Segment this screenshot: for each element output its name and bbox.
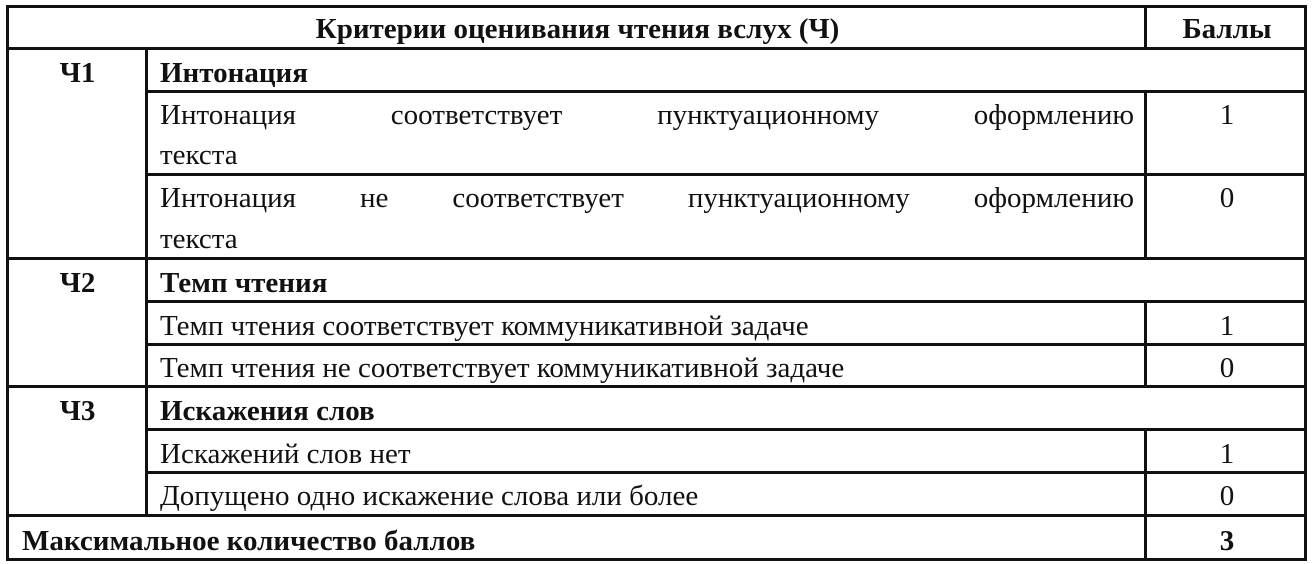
table-border-top xyxy=(6,5,1307,8)
section-code: Ч2 xyxy=(59,267,96,299)
table-border-bottom xyxy=(6,558,1307,561)
criterion-score: 0 xyxy=(1219,352,1235,384)
row-divider xyxy=(145,428,1307,431)
criterion-score: 1 xyxy=(1219,438,1235,470)
section-title: Искажения слов xyxy=(160,395,375,427)
row-divider xyxy=(145,90,1307,93)
criterion-text: Допущено одно искажение слова или более xyxy=(160,480,699,512)
row-divider xyxy=(145,343,1307,346)
row-divider xyxy=(145,173,1307,176)
section-code: Ч3 xyxy=(59,395,96,427)
column-divider xyxy=(1144,300,1147,388)
row-divider xyxy=(6,514,1307,517)
column-divider xyxy=(1144,5,1147,50)
criterion-text: Интонация не соответствует пунктуационному оформлению xyxy=(160,182,1134,214)
criterion-text: Интонация соответствует пунктуационному оформлению xyxy=(160,99,1134,131)
header-points: Баллы xyxy=(1182,13,1272,45)
row-divider xyxy=(145,300,1307,303)
row-divider xyxy=(6,47,1307,50)
row-divider xyxy=(145,471,1307,474)
total-label: Максимальное количество баллов xyxy=(22,525,476,557)
criterion-text-continuation: текста xyxy=(160,139,238,171)
row-divider xyxy=(6,257,1307,260)
criterion-text: Темп чтения не соответствует коммуникативной задаче xyxy=(160,352,845,384)
table-border-right xyxy=(1304,5,1307,561)
column-divider xyxy=(145,47,148,517)
criterion-score: 0 xyxy=(1219,480,1235,512)
criterion-score: 1 xyxy=(1219,99,1235,131)
column-divider xyxy=(1144,428,1147,561)
criterion-text-continuation: текста xyxy=(160,223,238,255)
header-criteria: Критерии оценивания чтения вслух (Ч) xyxy=(315,13,840,45)
section-title: Интонация xyxy=(160,57,308,89)
criterion-score: 0 xyxy=(1219,182,1235,214)
criterion-text: Искажений слов нет xyxy=(160,438,411,470)
column-divider xyxy=(1144,90,1147,260)
row-divider xyxy=(6,385,1307,388)
table-border-left xyxy=(6,5,9,561)
total-value: 3 xyxy=(1219,525,1235,557)
section-code: Ч1 xyxy=(59,57,96,89)
criterion-score: 1 xyxy=(1219,310,1235,342)
criterion-text: Темп чтения соответствует коммуникативной задаче xyxy=(160,310,809,342)
section-title: Темп чтения xyxy=(160,267,328,299)
